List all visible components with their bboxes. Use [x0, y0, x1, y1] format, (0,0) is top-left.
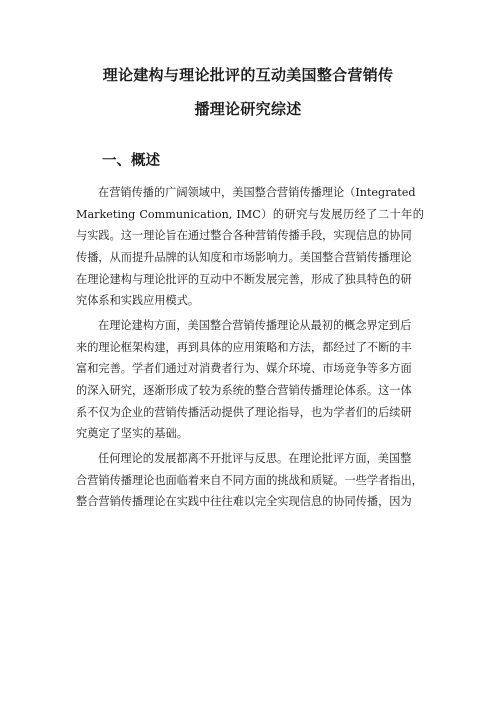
paragraph-line: 富和完善。学者们通过对消费者行为、媒介环境、市场竞争等多方面 [76, 362, 412, 376]
paragraph-line: 究体系和实践应用模式。 [76, 294, 200, 308]
section-heading: 一、概述 [102, 153, 160, 169]
paragraph-line: 的深入研究，逐渐形成了较为系统的整合营销传播理论体系。这一体 [76, 383, 412, 397]
paragraph-2 [76, 315, 424, 445]
paragraph-line: 整合营销传播理论在实践中往往难以完全实现信息的协同传播，因为 [76, 495, 412, 509]
document-body [76, 182, 424, 516]
paragraph-line: 传播，从而提升品牌的认知度和市场影响力。美国整合营销传播理论 [76, 250, 412, 264]
paragraph-line: 来的理论框架构建，再到具体的应用策略和方法，都经过了不断的丰 [76, 340, 412, 354]
paragraph-line: 在理论建构方面，美国整合营销传播理论从最初的概念界定到后 [98, 318, 412, 332]
paragraph-line: 究奠定了坚实的基础。 [76, 427, 188, 441]
paragraph-line: 与实践。这一理论旨在通过整合各种营销传播手段，实现信息的协同 [76, 229, 412, 243]
paragraph-line: 任何理论的发展都离不开批评与反思。在理论批评方面，美国整 [98, 451, 412, 465]
paragraph-line: 合营销传播理论也面临着来自不同方面的挑战和质疑。一些学者指出， [76, 473, 423, 487]
paragraph-3 [76, 448, 424, 513]
paragraph-line: 系不仅为企业的营销传播活动提供了理论指导，也为学者们的后续研 [76, 405, 412, 419]
document-title-line-1: 理论建构与理论批评的互动美国整合营销传 [102, 66, 394, 84]
paragraph-line: 在营销传播的广阔领域中，美国整合营销传播理论（Integrated [98, 186, 416, 199]
paragraph-1 [76, 182, 424, 312]
document-title-line-2: 播理论研究综述 [194, 100, 302, 118]
paragraph-line: Marketing Communication, IMC）的研究与发展历经了二十年的 [76, 207, 424, 221]
paragraph-line: 在理论建构与理论批评的互动中不断发展完善，形成了独具特色的研 [76, 272, 412, 286]
